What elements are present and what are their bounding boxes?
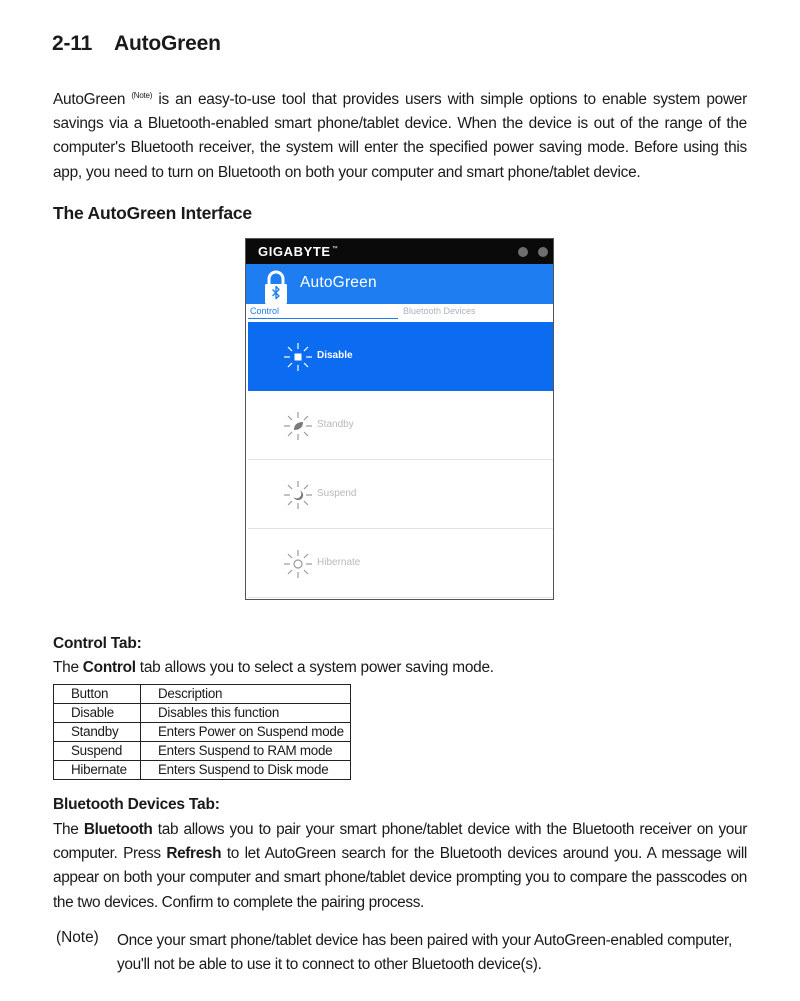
note-text: Once your smart phone/tablet device has been paired with your AutoGreen-enabled computer, you'll not be able to use it to connect to other Bluetooth device(s). bbox=[117, 932, 732, 974]
note-label: (Note) bbox=[56, 929, 99, 946]
interface-heading: The AutoGreen Interface bbox=[53, 203, 252, 223]
table-header-cell: Description bbox=[141, 685, 351, 704]
trademark-mark: ™ bbox=[331, 246, 339, 252]
table-header-row bbox=[54, 685, 351, 704]
table-row bbox=[54, 761, 351, 780]
mode-list bbox=[248, 322, 553, 598]
mode-label: Disable bbox=[317, 350, 353, 361]
text-segment: to let AutoGreen search for the Bluetooth devices around you. A message will appear on both your computer and smart phone/tablet device prompting you to compare the passcodes on the two devices. Confirm to complete the pairing process. bbox=[53, 845, 747, 911]
mode-label: Standby bbox=[317, 419, 354, 430]
sun-circle-icon bbox=[283, 549, 313, 579]
text-segment: The bbox=[53, 821, 84, 838]
table-cell: Standby bbox=[54, 723, 141, 742]
sun-moon-icon bbox=[283, 480, 313, 510]
table-row bbox=[54, 723, 351, 742]
tab-control[interactable]: Control bbox=[250, 306, 280, 316]
app-title: AutoGreen bbox=[300, 274, 377, 291]
bluetooth-lock-icon bbox=[262, 269, 290, 305]
section-number: 2-11 bbox=[52, 32, 93, 55]
table-cell: Disables this function bbox=[141, 704, 351, 723]
text-segment: tab allows you to select a system power saving mode. bbox=[135, 659, 494, 676]
brand-text: GIGABYTE bbox=[258, 244, 331, 259]
table-cell: Enters Power on Suspend mode bbox=[141, 723, 351, 742]
bluetooth-tab-text bbox=[53, 818, 747, 915]
table-cell: Enters Suspend to RAM mode bbox=[141, 742, 351, 761]
control-tab-text bbox=[53, 659, 494, 677]
table-cell: Suspend bbox=[54, 742, 141, 761]
table-row bbox=[54, 742, 351, 761]
table-cell: Disable bbox=[54, 704, 141, 723]
table-cell: Enters Suspend to Disk mode bbox=[141, 761, 351, 780]
app-header bbox=[246, 264, 553, 304]
mode-standby-button[interactable] bbox=[248, 391, 553, 460]
intro-lead: AutoGreen bbox=[53, 91, 126, 108]
minimize-button[interactable] bbox=[518, 247, 528, 257]
mode-disable-button[interactable] bbox=[248, 322, 553, 391]
table-cell: Hibernate bbox=[54, 761, 141, 780]
mode-hibernate-button[interactable] bbox=[248, 529, 553, 598]
bold-term: Refresh bbox=[166, 845, 222, 863]
intro-paragraph bbox=[53, 84, 747, 185]
button-description-table bbox=[53, 684, 351, 780]
text-segment: tab allows you to pair your smart phone/tablet device with the Bluetooth receiver on your computer. Press bbox=[53, 821, 747, 863]
sun-leaf-icon bbox=[283, 411, 313, 441]
bold-term: Control bbox=[82, 659, 136, 676]
section-title bbox=[52, 32, 221, 56]
intro-body: is an easy-to-use tool that provides users with simple options to enable system power savings via a Bluetooth-enabled smart phone/tablet device. When the device is out of the range of the computer's Bluetooth receiver, the system will enter the specified power saving mode. Before using this app, you need to turn on Bluetooth on both your computer and smart phone/tablet device. bbox=[53, 91, 747, 181]
bold-term: Bluetooth bbox=[83, 821, 153, 838]
gigabyte-logo bbox=[258, 244, 338, 259]
table-header-cell: Button bbox=[54, 685, 141, 704]
active-tab-indicator bbox=[248, 318, 398, 319]
sun-square-icon bbox=[283, 342, 313, 372]
mode-suspend-button[interactable] bbox=[248, 460, 553, 529]
section-name: AutoGreen bbox=[114, 32, 221, 55]
window-titlebar bbox=[246, 239, 553, 264]
tab-bluetooth-devices[interactable]: Bluetooth Devices bbox=[403, 306, 476, 316]
note-reference: (Note) bbox=[131, 91, 153, 100]
mode-label: Hibernate bbox=[317, 557, 361, 568]
text-segment: The bbox=[53, 659, 83, 676]
close-button[interactable] bbox=[538, 247, 548, 257]
tab-bar bbox=[246, 304, 553, 322]
table-row bbox=[54, 704, 351, 723]
mode-label: Suspend bbox=[317, 488, 357, 499]
control-tab-heading: Control Tab: bbox=[53, 635, 142, 652]
autogreen-window bbox=[245, 238, 554, 600]
bluetooth-tab-heading: Bluetooth Devices Tab: bbox=[53, 796, 220, 813]
